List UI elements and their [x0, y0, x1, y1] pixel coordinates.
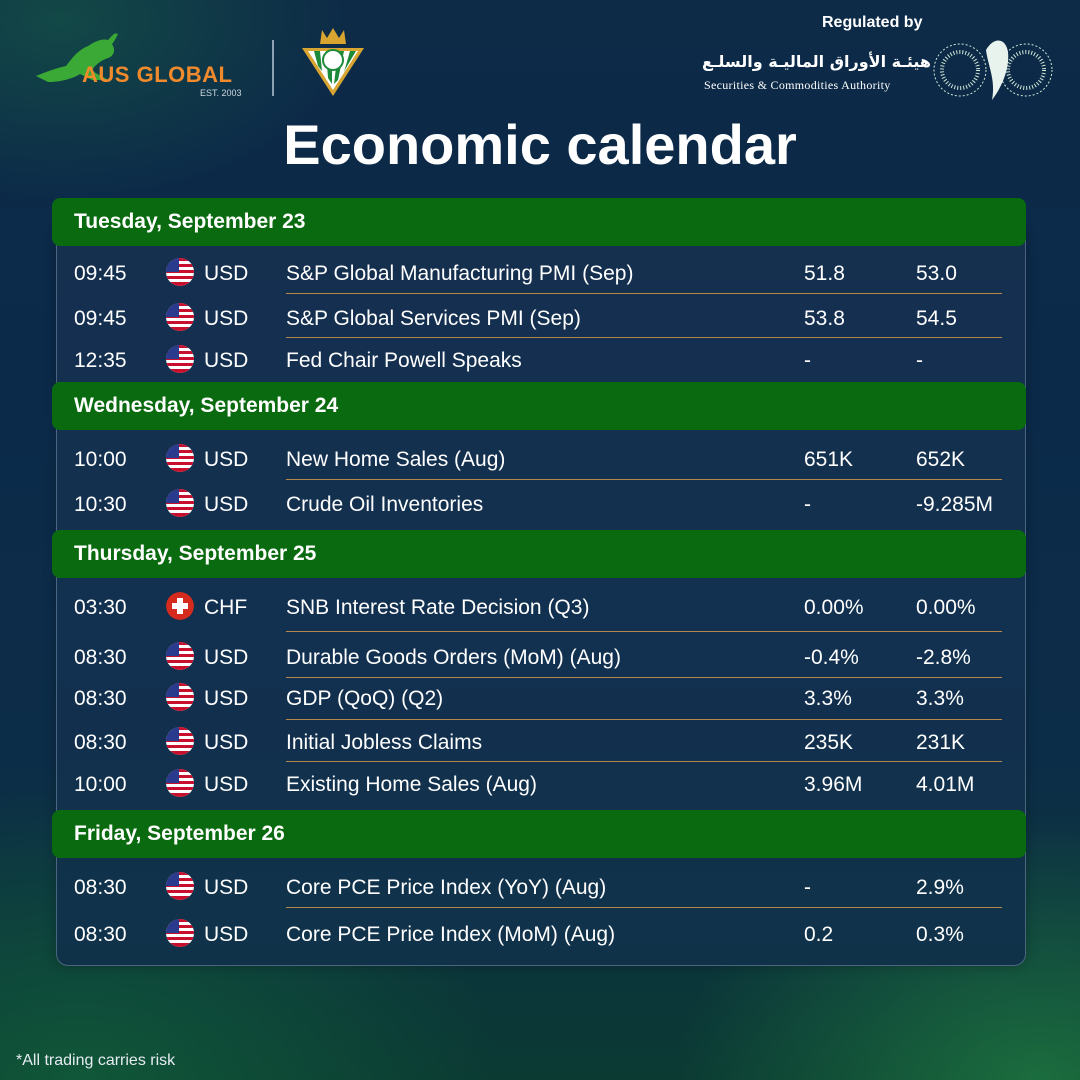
- event-name: S&P Global Services PMI (Sep): [286, 307, 581, 330]
- real-betis-crest-icon: [294, 26, 372, 98]
- day-header-label: Tuesday, September 23: [74, 210, 306, 233]
- day-header-thursday: [52, 530, 1026, 578]
- regulated-by-label: Regulated by: [822, 14, 923, 31]
- event-previous: 0.00%: [916, 596, 976, 619]
- row-separator: [286, 631, 1002, 632]
- event-row: [56, 911, 1024, 955]
- event-previous: 231K: [916, 731, 966, 754]
- event-row: [56, 719, 1024, 763]
- us-flag-icon: [166, 727, 194, 755]
- brand-name: [82, 62, 232, 88]
- us-flag-icon: [166, 642, 194, 670]
- day-header-label: Friday, September 26: [74, 822, 285, 845]
- event-previous: -: [916, 349, 923, 372]
- event-previous: 4.01M: [916, 773, 975, 796]
- event-time: 08:30: [74, 876, 127, 899]
- event-row: [56, 584, 1024, 628]
- event-currency: USD: [204, 731, 249, 754]
- event-time: 10:30: [74, 493, 127, 516]
- event-previous: 53.0: [916, 262, 957, 285]
- day-header-wednesday: [52, 382, 1026, 430]
- aus-global-logo: [22, 28, 262, 98]
- event-previous: -2.8%: [916, 646, 971, 669]
- event-row: [56, 675, 1024, 719]
- event-time: 08:30: [74, 731, 127, 754]
- event-row: [56, 295, 1024, 339]
- event-currency: USD: [204, 349, 249, 372]
- row-separator: [286, 907, 1002, 908]
- event-row: [56, 250, 1024, 294]
- us-flag-icon: [166, 489, 194, 517]
- event-time: 12:35: [74, 349, 127, 372]
- event-forecast: -: [804, 349, 811, 372]
- event-row: [56, 634, 1024, 678]
- event-currency: USD: [204, 687, 249, 710]
- event-name: Fed Chair Powell Speaks: [286, 349, 522, 372]
- event-row: [56, 337, 1024, 381]
- day-header-tuesday: [52, 198, 1026, 246]
- event-name: SNB Interest Rate Decision (Q3): [286, 596, 590, 619]
- event-row: [56, 436, 1024, 480]
- event-currency: USD: [204, 646, 249, 669]
- event-row: [56, 481, 1024, 525]
- brand-name-part2: GLOBAL: [136, 62, 233, 87]
- event-forecast: -: [804, 876, 811, 899]
- event-time: 08:30: [74, 923, 127, 946]
- event-forecast: 51.8: [804, 262, 845, 285]
- event-row: [56, 864, 1024, 908]
- event-forecast: 3.3%: [804, 687, 852, 710]
- event-time: 09:45: [74, 307, 127, 330]
- event-name: Durable Goods Orders (MoM) (Aug): [286, 646, 621, 669]
- brand-name-part1: AUS: [82, 62, 130, 87]
- event-name: Initial Jobless Claims: [286, 731, 483, 754]
- event-currency: USD: [204, 307, 249, 330]
- event-forecast: 53.8: [804, 307, 845, 330]
- event-name: New Home Sales (Aug): [286, 448, 506, 471]
- event-currency: USD: [204, 773, 249, 796]
- us-flag-icon: [166, 258, 194, 286]
- event-forecast: -0.4%: [804, 646, 859, 669]
- event-name: S&P Global Manufacturing PMI (Sep): [286, 262, 634, 285]
- swiss-flag-icon: [166, 592, 194, 620]
- row-separator: [286, 479, 1002, 480]
- page-title: Economic calendar: [283, 113, 797, 176]
- event-forecast: 651K: [804, 448, 854, 471]
- us-flag-icon: [166, 683, 194, 711]
- brand-est: EST. 2003: [200, 88, 242, 98]
- event-time: 08:30: [74, 646, 127, 669]
- event-previous: -9.285M: [916, 493, 994, 516]
- event-time: 09:45: [74, 262, 127, 285]
- event-time: 10:00: [74, 448, 127, 471]
- event-time: 10:00: [74, 773, 127, 796]
- day-header-label: Thursday, September 25: [74, 542, 317, 565]
- event-previous: 54.5: [916, 307, 957, 330]
- event-currency: USD: [204, 448, 249, 471]
- regulator-name-english: Securities & Commodities Authority: [704, 78, 891, 92]
- sca-emblem-icon: [930, 30, 1060, 114]
- us-flag-icon: [166, 444, 194, 472]
- event-row: [56, 761, 1024, 805]
- event-forecast: 0.2: [804, 923, 834, 946]
- event-previous: 2.9%: [916, 876, 964, 899]
- event-name: Core PCE Price Index (YoY) (Aug): [286, 876, 607, 899]
- us-flag-icon: [166, 345, 194, 373]
- day-header-friday: [52, 810, 1026, 858]
- regulator-name-arabic: هيئـة الأوراق الماليـة والسلـع: [702, 52, 931, 71]
- event-name: Existing Home Sales (Aug): [286, 773, 537, 796]
- us-flag-icon: [166, 769, 194, 797]
- row-separator: [286, 293, 1002, 294]
- risk-disclaimer: *All trading carries risk: [16, 1052, 176, 1069]
- us-flag-icon: [166, 919, 194, 947]
- event-forecast: 235K: [804, 731, 854, 754]
- event-name: GDP (QoQ) (Q2): [286, 687, 444, 710]
- us-flag-icon: [166, 872, 194, 900]
- event-previous: 652K: [916, 448, 966, 471]
- event-currency: CHF: [204, 596, 248, 619]
- event-time: 03:30: [74, 596, 127, 619]
- event-currency: USD: [204, 493, 249, 516]
- event-currency: USD: [204, 876, 249, 899]
- event-previous: 3.3%: [916, 687, 964, 710]
- event-currency: USD: [204, 923, 249, 946]
- event-forecast: 0.00%: [804, 596, 864, 619]
- day-header-label: Wednesday, September 24: [74, 394, 339, 417]
- event-name: Crude Oil Inventories: [286, 493, 484, 516]
- us-flag-icon: [166, 303, 194, 331]
- event-forecast: 3.96M: [804, 773, 863, 796]
- event-currency: USD: [204, 262, 249, 285]
- event-name: Core PCE Price Index (MoM) (Aug): [286, 923, 616, 946]
- event-previous: 0.3%: [916, 923, 964, 946]
- logo-divider: [272, 40, 274, 96]
- event-forecast: -: [804, 493, 811, 516]
- event-time: 08:30: [74, 687, 127, 710]
